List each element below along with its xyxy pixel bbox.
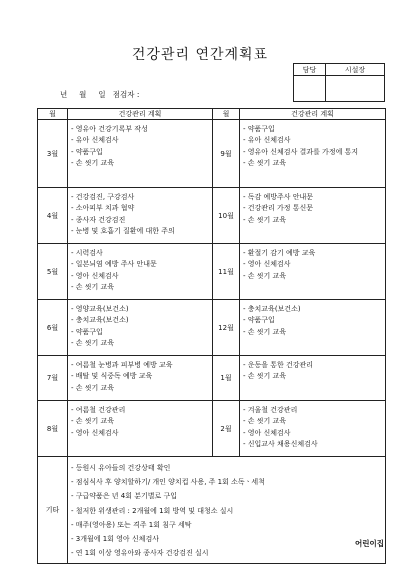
page-title: 건강관리 연간계획표 bbox=[131, 47, 269, 63]
bullet-dash: - bbox=[243, 125, 248, 133]
plan-item bbox=[71, 304, 209, 315]
plan-row bbox=[38, 188, 386, 244]
plan-item-text: 손 씻기 교육 bbox=[247, 372, 287, 381]
plan-item-text: 손 씻기 교육 bbox=[75, 282, 115, 291]
right-month: 2월 bbox=[213, 401, 240, 457]
right-plan-cell bbox=[240, 300, 386, 356]
plan-item-text: 손 씻기 교육 bbox=[75, 338, 115, 347]
left-plan-cell bbox=[68, 188, 213, 244]
plan-item-text: 약품구입 bbox=[75, 327, 103, 336]
plan-item bbox=[71, 282, 209, 293]
left-plan-cell bbox=[68, 120, 213, 188]
bullet-dash: - bbox=[71, 158, 76, 167]
plan-item-text: 영아 신체검사 bbox=[75, 428, 119, 437]
bullet-dash: - bbox=[71, 226, 76, 235]
footer-institution: 어린이집 bbox=[355, 539, 384, 548]
plan-row bbox=[38, 244, 386, 300]
plan-item bbox=[71, 371, 209, 382]
plan-item bbox=[71, 203, 209, 214]
etc-item bbox=[71, 475, 382, 489]
etc-item-text: 구급약품은 년 4회 분기별로 구입 bbox=[75, 492, 178, 501]
plan-item-text: 손 씻기 교육 bbox=[75, 158, 115, 167]
plan-item-text: 약품구입 bbox=[75, 147, 103, 156]
plan-item-text: 영아 신체검사 bbox=[247, 428, 291, 437]
left-month: 3월 bbox=[38, 120, 68, 188]
bullet-dash: - bbox=[71, 316, 76, 325]
plan-item bbox=[71, 259, 209, 270]
right-month: 11월 bbox=[213, 244, 240, 300]
bullet-dash: - bbox=[71, 464, 76, 472]
plan-item bbox=[243, 304, 382, 315]
bullet-dash: - bbox=[71, 361, 76, 369]
bullet-dash: - bbox=[71, 327, 76, 336]
plan-item-text: 충치교육(보건소) bbox=[247, 305, 301, 313]
bullet-dash: - bbox=[243, 136, 248, 145]
plan-item bbox=[243, 315, 382, 326]
plan-item-text: 시력검사 bbox=[75, 249, 103, 257]
bullet-dash: - bbox=[71, 506, 76, 515]
bullet-dash: - bbox=[71, 147, 76, 156]
plan-item-text: 영유아 건강기록부 작성 bbox=[75, 125, 148, 133]
plan-item bbox=[71, 405, 209, 416]
etc-item bbox=[71, 504, 382, 518]
plan-item bbox=[71, 248, 209, 259]
bullet-dash: - bbox=[71, 282, 76, 291]
bullet-dash: - bbox=[243, 204, 248, 213]
bullet-dash: - bbox=[243, 249, 248, 257]
plan-header-left: 건강관리 계획 bbox=[68, 109, 213, 120]
bullet-dash: - bbox=[71, 428, 76, 437]
month-header-left: 월 bbox=[38, 109, 68, 120]
plan-item-text: 손 씻기 교육 bbox=[247, 158, 287, 167]
etc-item-text: 매주(영아용) 또는 격주 1회 침구 세탁 bbox=[75, 520, 192, 529]
plan-item bbox=[71, 158, 209, 169]
plan-item bbox=[243, 327, 382, 338]
plan-item-text: 여름철 건강관리 bbox=[75, 406, 126, 414]
plan-item bbox=[71, 428, 209, 439]
bullet-dash: - bbox=[71, 204, 76, 213]
bullet-dash: - bbox=[71, 520, 76, 529]
bullet-dash: - bbox=[71, 125, 76, 133]
bullet-dash: - bbox=[243, 417, 248, 426]
bullet-dash: - bbox=[71, 271, 76, 280]
plan-item bbox=[243, 192, 382, 203]
approval-sign-director[interactable] bbox=[326, 76, 385, 102]
plan-item-text: 소아피부 치과 협약 bbox=[75, 204, 135, 213]
left-month: 4월 bbox=[38, 188, 68, 244]
approval-box bbox=[293, 63, 385, 102]
plan-item-text: 손 씻기 교육 bbox=[247, 271, 287, 280]
plan-item-text: 운동을 통한 건강관리 bbox=[247, 361, 314, 369]
approval-header-staff: 담당 bbox=[294, 64, 326, 76]
right-month: 10월 bbox=[213, 188, 240, 244]
right-plan-cell bbox=[240, 401, 386, 457]
plan-item-text: 영유아 신체검사 결과를 가정에 통지 bbox=[247, 147, 359, 156]
bullet-dash: - bbox=[243, 428, 248, 437]
plan-item-text: 손 씻기 교육 bbox=[247, 417, 287, 426]
plan-item bbox=[243, 439, 382, 450]
right-plan-cell bbox=[240, 120, 386, 188]
plan-item bbox=[243, 203, 382, 214]
bullet-dash: - bbox=[243, 271, 248, 280]
plan-item bbox=[71, 315, 209, 326]
plan-row bbox=[38, 356, 386, 401]
plan-item bbox=[243, 428, 382, 439]
plan-item-text: 눈병 및 호흡기 질환에 대한 주의 bbox=[75, 226, 175, 235]
bullet-dash: - bbox=[243, 361, 248, 369]
bullet-dash: - bbox=[71, 338, 76, 347]
right-month: 12월 bbox=[213, 300, 240, 356]
bullet-dash: - bbox=[71, 249, 76, 257]
plan-item-text: 겨울철 건강관리 bbox=[247, 406, 298, 414]
plan-item-text: 손 씻기 교육 bbox=[247, 215, 287, 224]
plan-item-text: 일본뇌염 예방 주사 안내문 bbox=[75, 260, 157, 269]
plan-item bbox=[243, 124, 382, 135]
left-plan-cell bbox=[68, 356, 213, 401]
plan-item-text: 건강검진, 구강검사 bbox=[75, 193, 135, 201]
approval-header-director: 시설장 bbox=[326, 64, 385, 76]
bullet-dash: - bbox=[71, 193, 76, 201]
etc-item-text: 점심식사 후 양치할하기/ 개인 양치컵 사용, 주 1회 소독ㆍ세척 bbox=[75, 478, 265, 487]
right-plan-cell bbox=[240, 188, 386, 244]
plan-item bbox=[71, 215, 209, 226]
plan-item-text: 영아 신체검사 bbox=[247, 260, 291, 269]
bullet-dash: - bbox=[71, 417, 76, 426]
bullet-dash: - bbox=[243, 305, 248, 313]
plan-item bbox=[71, 192, 209, 203]
plan-row bbox=[38, 300, 386, 356]
plan-row bbox=[38, 401, 386, 457]
bullet-dash: - bbox=[243, 316, 248, 325]
plan-item-text: 충치교육(보건소) bbox=[75, 316, 129, 325]
etc-item-text: 3개월에 1회 영아 신체검사 bbox=[75, 535, 159, 544]
bullet-dash: - bbox=[71, 478, 76, 487]
health-plan-table bbox=[37, 108, 386, 564]
plan-item-text: 유아 신체검사 bbox=[247, 136, 291, 145]
plan-item-text: 약품구입 bbox=[247, 125, 275, 133]
plan-item bbox=[243, 135, 382, 146]
etc-item bbox=[71, 461, 382, 475]
plan-item bbox=[243, 248, 382, 259]
plan-item bbox=[71, 338, 209, 349]
bullet-dash: - bbox=[243, 193, 248, 201]
plan-item bbox=[243, 158, 382, 169]
plan-item bbox=[243, 405, 382, 416]
plan-item-text: 종사자 건강검진 bbox=[75, 215, 126, 224]
plan-row bbox=[38, 120, 386, 188]
bullet-dash: - bbox=[243, 372, 248, 381]
left-month: 6월 bbox=[38, 300, 68, 356]
plan-item bbox=[243, 259, 382, 270]
plan-item-text: 영아 신체검사 bbox=[75, 271, 119, 280]
etc-item-text: 연 1회 이상 영유아와 종사자 건강검진 실시 bbox=[75, 549, 209, 558]
plan-item-text: 영양교육(보건소) bbox=[75, 305, 129, 313]
plan-item bbox=[71, 147, 209, 158]
date-inspector-line: 년 월 일 점검자 : bbox=[60, 90, 140, 99]
month-header-right: 월 bbox=[213, 109, 240, 120]
right-plan-cell bbox=[240, 356, 386, 401]
plan-item bbox=[71, 327, 209, 338]
etc-item-text: 철저한 위생관리 : 2개월에 1회 방역 및 대청소 실시 bbox=[75, 506, 234, 515]
plan-item-text: 약품구입 bbox=[247, 316, 275, 325]
etc-item bbox=[71, 518, 382, 532]
left-plan-cell bbox=[68, 300, 213, 356]
bullet-dash: - bbox=[243, 158, 248, 167]
left-month: 5월 bbox=[38, 244, 68, 300]
bullet-dash: - bbox=[71, 372, 76, 381]
plan-item bbox=[71, 135, 209, 146]
right-month: 1월 bbox=[213, 356, 240, 401]
plan-item-text: 환절기 감기 예방 교육 bbox=[247, 249, 316, 257]
plan-item-text: 신입교사 채용신체검사 bbox=[247, 439, 318, 448]
plan-item bbox=[243, 271, 382, 282]
plan-item bbox=[71, 226, 209, 237]
plan-item bbox=[243, 416, 382, 427]
bullet-dash: - bbox=[71, 383, 76, 392]
left-month: 8월 bbox=[38, 401, 68, 457]
plan-item bbox=[71, 416, 209, 427]
plan-item bbox=[71, 383, 209, 394]
plan-item bbox=[243, 371, 382, 382]
etc-item-text: 등원시 유아들의 건강상태 확인 bbox=[75, 464, 171, 472]
plan-header-right: 건강관리 계획 bbox=[240, 109, 386, 120]
plan-item-text: 배탈 및 식중독 예방 교육 bbox=[75, 372, 153, 381]
left-month: 7월 bbox=[38, 356, 68, 401]
plan-item-text: 손 씻기 교육 bbox=[247, 327, 287, 336]
bullet-dash: - bbox=[71, 260, 76, 269]
plan-item bbox=[243, 360, 382, 371]
plan-item-text: 유아 신체검사 bbox=[75, 136, 119, 145]
right-plan-cell bbox=[240, 244, 386, 300]
plan-item-text: 건강관리 가정 통신문 bbox=[247, 204, 314, 213]
bullet-dash: - bbox=[243, 327, 248, 336]
bullet-dash: - bbox=[71, 406, 76, 414]
bullet-dash: - bbox=[243, 215, 248, 224]
right-month: 9월 bbox=[213, 120, 240, 188]
plan-item-text: 여름철 눈병과 피부병 예방 교육 bbox=[75, 361, 173, 369]
bullet-dash: - bbox=[243, 147, 248, 156]
etc-label: 기타 bbox=[38, 457, 68, 564]
bullet-dash: - bbox=[243, 406, 248, 414]
plan-item bbox=[71, 271, 209, 282]
bullet-dash: - bbox=[243, 439, 248, 448]
plan-item bbox=[71, 360, 209, 371]
approval-sign-staff[interactable] bbox=[294, 76, 326, 102]
plan-item bbox=[243, 147, 382, 158]
bullet-dash: - bbox=[243, 260, 248, 269]
etc-item bbox=[71, 489, 382, 503]
plan-item-text: 손 씻기 교육 bbox=[75, 417, 115, 426]
bullet-dash: - bbox=[71, 305, 76, 313]
plan-item bbox=[71, 124, 209, 135]
plan-item-text: 독감 예방주사 안내문 bbox=[247, 193, 314, 201]
bullet-dash: - bbox=[71, 535, 76, 544]
bullet-dash: - bbox=[71, 215, 76, 224]
bullet-dash: - bbox=[71, 136, 76, 145]
left-plan-cell bbox=[68, 244, 213, 300]
plan-item-text: 손 씻기 교육 bbox=[75, 383, 115, 392]
bullet-dash: - bbox=[71, 492, 76, 501]
bullet-dash: - bbox=[71, 549, 76, 558]
plan-item bbox=[243, 215, 382, 226]
left-plan-cell bbox=[68, 401, 213, 457]
